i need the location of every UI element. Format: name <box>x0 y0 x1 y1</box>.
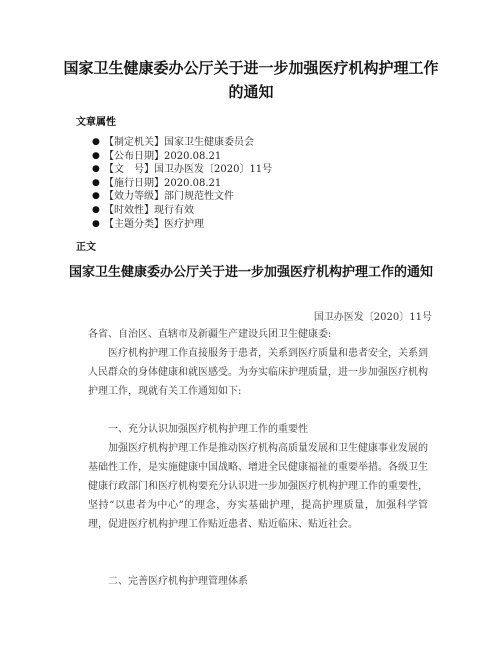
document-title: 国家卫生健康委办公厅关于进一步加强医疗机构护理工作的通知 <box>63 59 439 101</box>
attribute-item: ● 【主题分类】医疗护理 <box>92 218 204 230</box>
document-number: 国卫办医发〔2020〕11号 <box>313 312 432 323</box>
bullet-icon: ● <box>92 204 100 215</box>
attribute-item: ● 【施行日期】2020.08.21 <box>92 177 222 189</box>
bullet-icon: ● <box>92 177 100 188</box>
attribute-item: ● 【效力等级】部门规范性文件 <box>92 191 234 203</box>
attributes-heading: 文章属性 <box>76 117 116 128</box>
attribute-list <box>92 136 272 231</box>
section-1-title: 一、充分认识加强医疗机构护理工作的重要性 <box>108 424 308 435</box>
body-heading: 正文 <box>76 242 96 253</box>
bullet-icon: ● <box>92 191 100 202</box>
bullet-icon: ● <box>92 150 100 161</box>
section-1-paragraph: 加强医疗机构护理工作是推动医疗机构高质量发展和卫生健康事业发展的基础性工作，是实施健康中国战略、增进全民健康福祉的重要举措。各级卫生健康行政部门和医疗机构要充分认识进一步加强医疗机构护理工作的重要性，坚持“以患者为中心”的理念，夯实基础护理，提高护理质量，加强科学管理，促进医疗机构护理工作贴近患者、贴近临床、贴近社会。 <box>88 443 428 530</box>
bullet-icon: ● <box>92 164 100 175</box>
bullet-icon: ● <box>92 137 100 147</box>
attribute-item: ● 【公布日期】2020.08.21 <box>92 150 222 162</box>
salutation: 各省、自治区、直辖市及新疆生产建设兵团卫生健康委: <box>88 329 332 340</box>
section-2-title: 二、完善医疗机构护理管理体系 <box>108 576 248 587</box>
attribute-item: ● 【文 号】国卫办医发〔2020〕11号 <box>92 164 273 176</box>
attribute-item: ● 【制定机关】国家卫生健康委员会 <box>92 137 254 148</box>
attribute-item: ● 【时效性】现行有效 <box>92 204 194 216</box>
intro-paragraph: 医疗机构护理工作直接服务于患者，关系到医疗质量和患者安全，关系到人民群众的身体健康和就医感受。为夯实临床护理质量，进一步加强医疗机构护理工作，现就有关工作通知如下: <box>88 348 428 397</box>
bullet-icon: ● <box>92 218 100 229</box>
body-title: 国家卫生健康委办公厅关于进一步加强医疗机构护理工作的通知 <box>68 265 433 280</box>
